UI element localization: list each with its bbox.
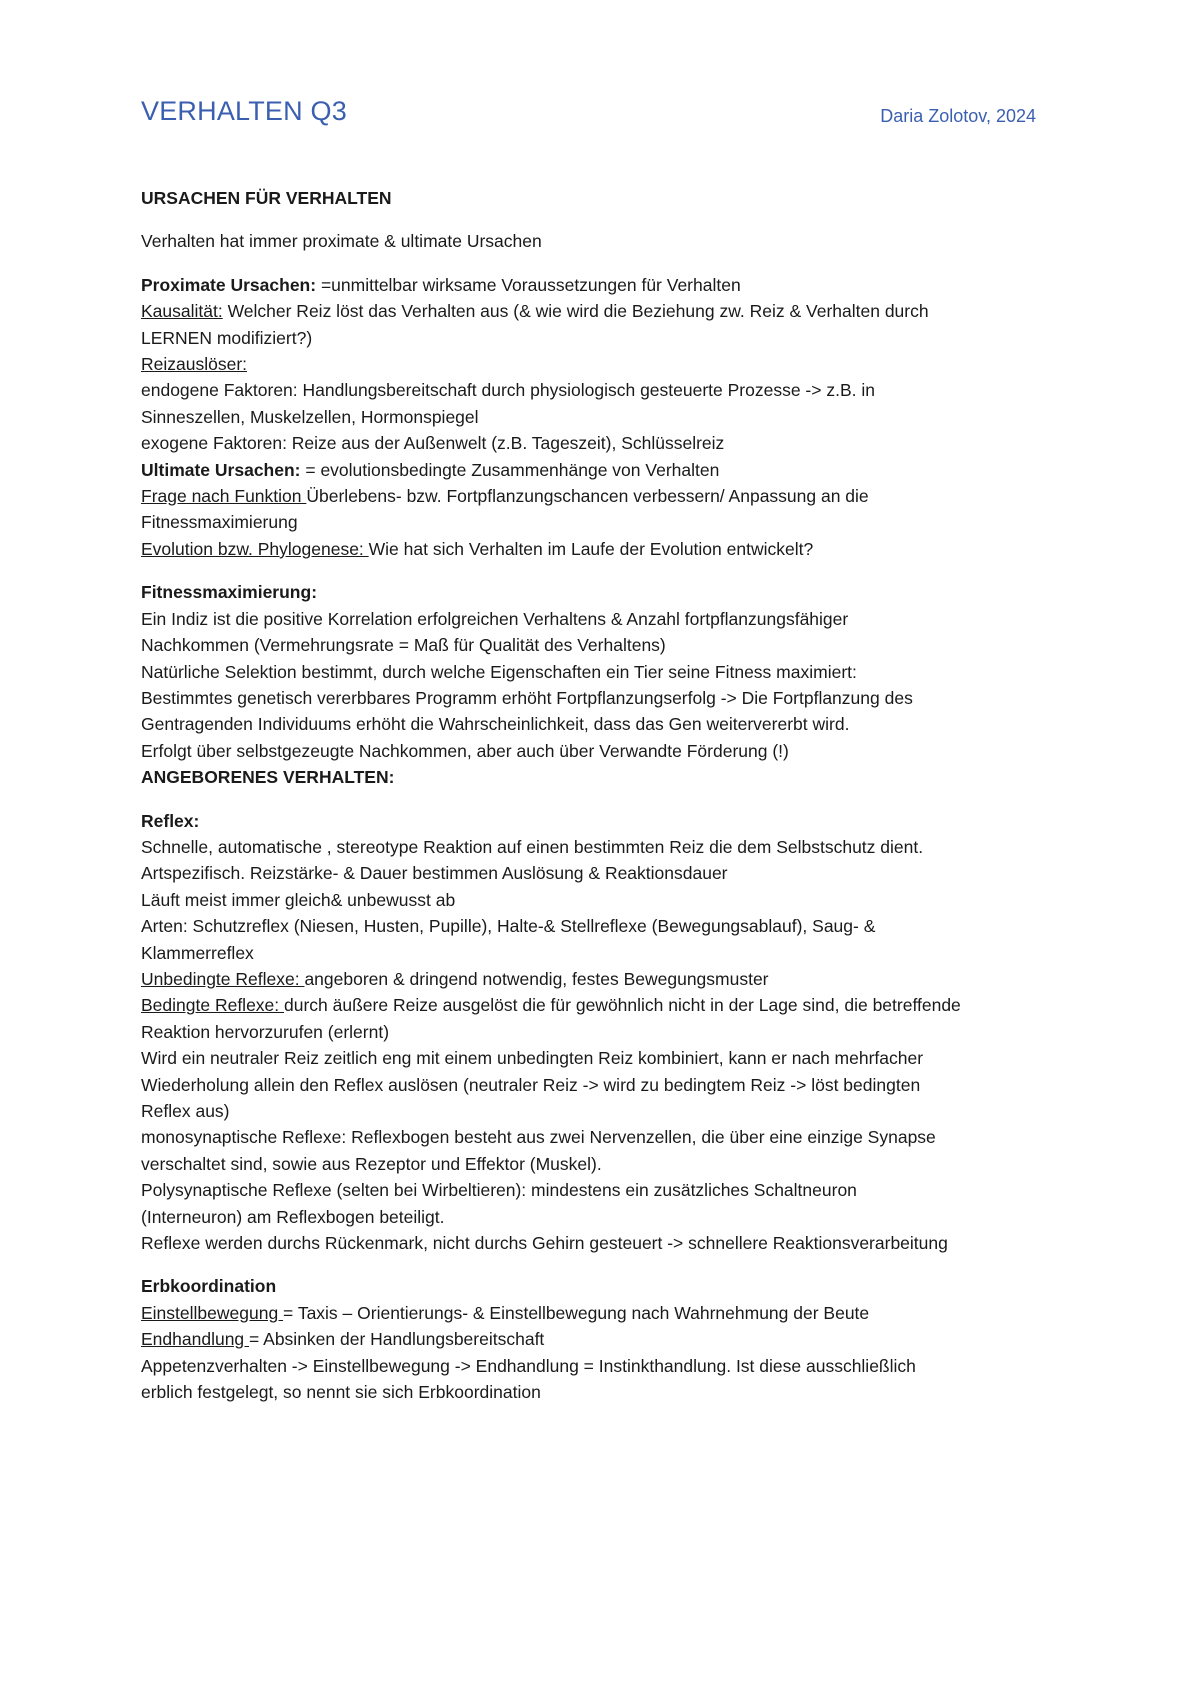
term-kausalitaet: Kausalität:	[141, 301, 223, 322]
term-funktion: Frage nach Funktion	[141, 486, 307, 507]
text-line: Artspezifisch. Reizstärke- & Dauer bestimmen Auslösung & Reaktionsdauer	[141, 863, 728, 884]
paragraph-einstellbewegung	[141, 1300, 1061, 1326]
text-line: Erfolgt über selbstgezeugte Nachkommen, aber auch über Verwandte Förderung (!)	[141, 740, 789, 761]
text-line: Reflexe werden durchs Rückenmark, nicht durchs Gehirn gesteuert -> schnellere Reaktionsverarbeitung	[141, 1233, 948, 1254]
paragraph-proximate	[141, 272, 1061, 298]
term-reizausloeser: Reizauslöser:	[141, 354, 248, 375]
text-unbedingt: angeboren & dringend notwendig, festes Bewegungsmuster	[304, 968, 769, 989]
text-line: Arten: Schutzreflex (Niesen, Husten, Pupille), Halte-& Stellreflexe (Bewegungsablauf), Saug- &	[141, 916, 876, 937]
text-line: Klammerreflex	[141, 942, 254, 963]
term-einstellbewegung: Einstellbewegung	[141, 1302, 284, 1323]
term-unbedingt: Unbedingte Reflexe:	[141, 968, 305, 989]
text-kausalitaet: Welcher Reiz löst das Verhalten aus (& wie wird die Beziehung zw. Reiz & Verhalten durch	[222, 301, 929, 322]
term-proximate: Proximate Ursachen:	[141, 274, 317, 295]
text-line: Läuft meist immer gleich& unbewusst ab	[141, 889, 456, 910]
text-bedingt-cont: Reaktion hervorzurufen (erlernt)	[141, 1021, 390, 1042]
paragraph-unbedingt	[141, 966, 1061, 992]
paragraph-intro: Verhalten hat immer proximate & ultimate Ursachen	[141, 231, 542, 252]
section-heading-ursachen: URSACHEN FÜR VERHALTEN	[141, 188, 392, 208]
text-line: Polysynaptische Reflexe (selten bei Wirbeltieren): mindestens ein zusätzliches Schaltneuron	[141, 1180, 857, 1201]
text-evolution: Wie hat sich Verhalten im Laufe der Evolution entwickelt?	[368, 538, 814, 559]
text-funktion-cont: Fitnessmaximierung	[141, 512, 298, 533]
document-author: Daria Zolotov, 2024	[880, 106, 1036, 126]
text-endogen-cont: Sinneszellen, Muskelzellen, Hormonspiegel	[141, 406, 479, 427]
text-proximate: =unmittelbar wirksame Voraussetzungen für Verhalten	[316, 274, 741, 295]
section-heading-reflex: Reflex:	[141, 810, 200, 831]
paragraph-evolution	[141, 536, 1061, 562]
document-body	[141, 185, 1061, 1405]
paragraph-funktion	[141, 483, 1061, 509]
text-endogen: endogene Faktoren: Handlungsbereitschaft durch physiologisch gesteuerte Prozesse -> z.B. in	[141, 380, 875, 401]
text-line: Wird ein neutraler Reiz zeitlich eng mit einem unbedingten Reiz kombiniert, kann er nach mehrfacher	[141, 1048, 924, 1069]
text-line: Nachkommen (Vermehrungsrate = Maß für Qualität des Verhaltens)	[141, 635, 666, 656]
text-line: monosynaptische Reflexe: Reflexbogen besteht aus zwei Nervenzellen, die über eine einzige Synapse	[141, 1127, 936, 1148]
section-heading-angeboren: ANGEBORENES VERHALTEN:	[141, 767, 395, 788]
text-funktion: Überlebens- bzw. Fortpflanzungschancen verbessern/ Anpassung an die	[306, 486, 869, 507]
document-title: VERHALTEN Q3	[141, 96, 347, 126]
text-endhandlung: = Absinken der Handlungsbereitschaft	[249, 1329, 545, 1350]
text-bedingt: durch äußere Reize ausgelöst die für gewöhnlich nicht in der Lage sind, die betreffende	[284, 995, 961, 1016]
text-ultimate: = evolutionsbedingte Zusammenhänge von Verhalten	[300, 459, 720, 480]
text-exogen: exogene Faktoren: Reize aus der Außenwelt (z.B. Tageszeit), Schlüsselreiz	[141, 433, 725, 454]
term-evolution: Evolution bzw. Phylogenese:	[141, 538, 369, 559]
term-ultimate: Ultimate Ursachen:	[141, 459, 301, 480]
text-line: Reflex aus)	[141, 1101, 230, 1121]
text-line: Natürliche Selektion bestimmt, durch welche Eigenschaften ein Tier seine Fitness maximiert:	[141, 661, 857, 682]
text-line: Schnelle, automatische , stereotype Reaktion auf einen bestimmten Reiz die dem Selbstschutz dient.	[141, 836, 924, 857]
text-einstellbewegung: = Taxis – Orientierungs- & Einstellbewegung nach Wahrnehmung der Beute	[283, 1302, 870, 1323]
paragraph-kausalitaet	[141, 298, 1061, 324]
text-line: erblich festgelegt, so nennt sie sich Erbkoordination	[141, 1382, 541, 1403]
term-endhandlung: Endhandlung	[141, 1329, 250, 1350]
text-line: Gentragenden Individuums erhöht die Wahrscheinlichkeit, dass das Gen weitervererbt wird.	[141, 714, 850, 735]
text-line: (Interneuron) am Reflexbogen beteiligt.	[141, 1206, 445, 1227]
paragraph-endhandlung	[141, 1326, 1061, 1352]
term-bedingt: Bedingte Reflexe:	[141, 995, 285, 1016]
section-heading-fitness: Fitnessmaximierung:	[141, 582, 318, 603]
text-line: verschaltet sind, sowie aus Rezeptor und Effektor (Muskel).	[141, 1153, 602, 1174]
section-heading-erbkoordination: Erbkoordination	[141, 1276, 277, 1297]
text-line: Ein Indiz ist die positive Korrelation erfolgreichen Verhaltens & Anzahl fortpflanzungsfähiger	[141, 608, 849, 629]
paragraph-bedingt	[141, 992, 1061, 1018]
paragraph-reizausloeser	[141, 351, 1061, 377]
text-line: Wiederholung allein den Reflex auslösen (neutraler Reiz -> wird zu bedingtem Reiz -> löst bedingten	[141, 1074, 921, 1095]
text-kausalitaet-cont: LERNEN modifiziert?)	[141, 327, 313, 348]
text-line: Appetenzverhalten -> Einstellbewegung -> Endhandlung = Instinkthandlung. Ist diese ausschließlich	[141, 1355, 916, 1376]
paragraph-ultimate	[141, 457, 1061, 483]
text-line: Bestimmtes genetisch vererbbares Programm erhöht Fortpflanzungserfolg -> Die Fortpflanzung des	[141, 687, 913, 708]
